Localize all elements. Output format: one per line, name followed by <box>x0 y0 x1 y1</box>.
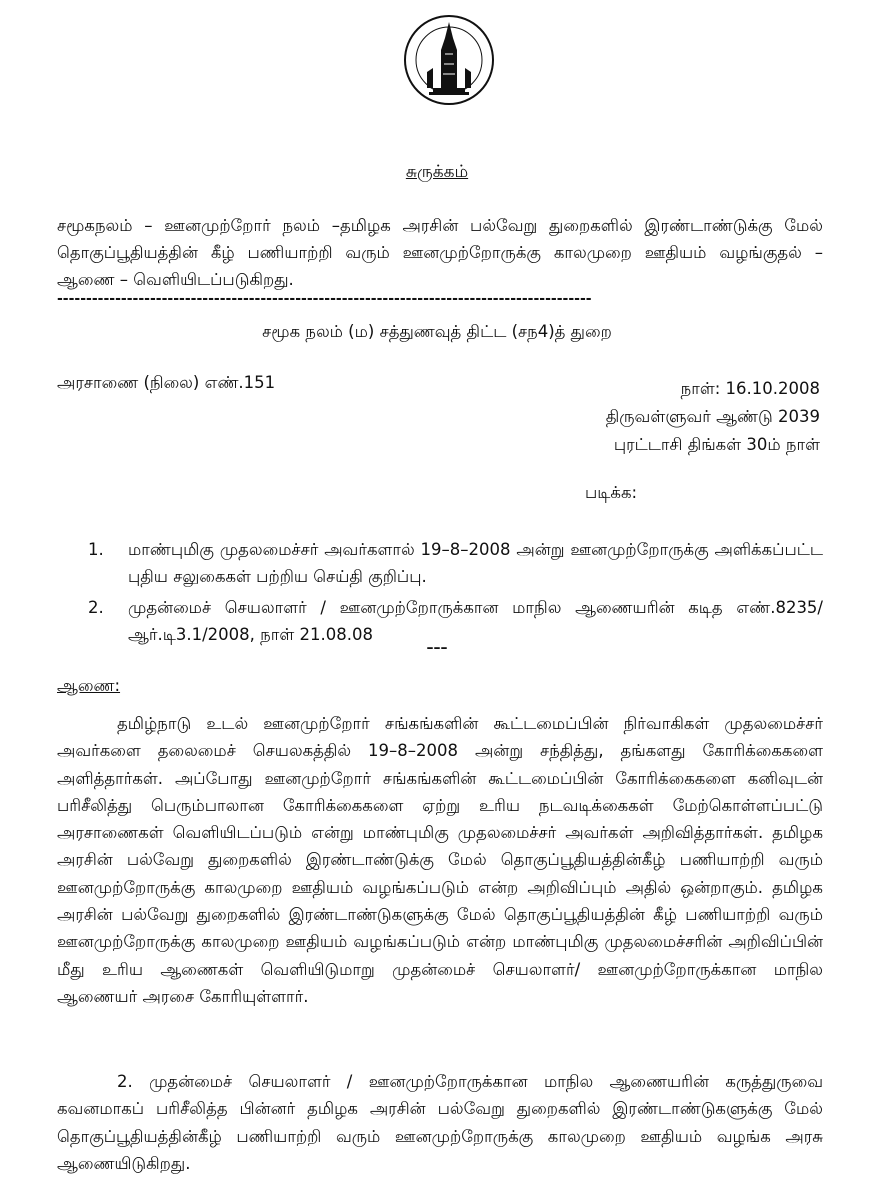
reference-number: 2. <box>88 598 104 617</box>
go-number: அரசாணை (நிலை) எண்.151 <box>57 373 276 392</box>
reference-number: 1. <box>88 540 104 559</box>
subject-text: சமூகநலம் – ஊனமுற்றோர் நலம் –தமிழக அரசின் பல்வேறு துறைகளில் இரண்டாண்டுக்கு மேல் தொகுப்பூதியத்தின் கீழ் பணியாற்றி வரும் ஊனமுற்றோருக்கு காலமுறை ஊதியம் வழங்குதல் – ஆணை – வெளியிடப்படுகிறது. <box>57 216 823 289</box>
reference-text: மாண்புமிகு முதலமைச்சர் அவர்களால் 19–8–2008 அன்று ஊனமுற்றோருக்கு அளிக்கப்பட்ட புதிய சலுகைகள் பற்றிய செய்தி குறிப்பு. <box>128 540 823 586</box>
department-name: சமூக நலம் (ம) சத்துணவுத் திட்ட (சந4)த் துறை <box>262 322 612 341</box>
order-paragraph-2: 2. முதன்மைச் செயலாளர் / ஊனமுற்றோருக்கான மாநில ஆணையரின் கருத்துருவை கவனமாகப் பரிசீலித்த பின்னர் தமிழக அரசின் பல்வேறு துறைகளில் இரண்டாண்டுகளுக்கு மேல் தொகுப்பூதியத்தின்கீழ் பணியாற்றி வரும் ஊனமுற்றோருக்கு காலமுறை ஊதியம் வழங்க அரசு ஆணையிடுகிறது. <box>57 1072 823 1173</box>
section-separator: ––– <box>426 640 448 656</box>
date-block <box>560 375 820 459</box>
tamil-nadu-emblem-icon <box>403 10 495 110</box>
reference-list <box>88 536 823 652</box>
thiruvalluvar-year: திருவள்ளுவர் ஆண்டு 2039 <box>605 407 820 426</box>
tamil-date: புரட்டாசி திங்கள் 30ம் நாள் <box>613 435 820 454</box>
reference-text: முதன்மைச் செயலாளர் / ஊனமுற்றோருக்கான மாநில ஆணையரின் கடித எண்.8235/ஆர்.டி3.1/2008, நாள் 21.08.08 <box>128 598 823 644</box>
order-paragraph-1: தமிழ்நாடு உடல் ஊனமுற்றோர் சங்கங்களின் கூட்டமைப்பின் நிர்வாகிகள் முதலமைச்சர் அவர்களை தலைமைச் செயலகத்தில் 19–8–2008 அன்று சந்தித்து, தங்களது கோரிக்கைகளை அளித்தார்கள். அப்போது ஊனமுற்றோர் சங்கங்களின் கூட்டமைப்பின் கோரிக்கைகளை கனிவுடன் பரிசீலித்து பெரும்பாலான கோரிக்கைகளை ஏற்று உரிய நடவடிக்கைகள் மேற்கொள்ளப்பட்டு அரசாணைகள் வெளியிடப்படும் என்று மாண்புமிகு முதலமைச்சர் அவர்கள் அறிவித்தார்கள். தமிழக அரசின் பல்வேறு துறைகளில் இரண்டாண்டுக்கு மேல் தொகுப்பூதியத்தின்கீழ் பணியாற்றி வரும் ஊனமுற்றோருக்கு காலமுறை ஊதியம் வழங்கப்படும் என்ற அறிவிப்பும் அதில் ஒன்றாகும். தமிழக அரசின் பல்வேறு துறைகளில் இரண்டாண்டுகளுக்கு மேல் தொகுப்பூதியத்தின் கீழ் பணியாற்றி வரும் ஊனமுற்றோருக்கு காலமுறை ஊதியம் வழங்கப்படும் என்ற மாண்புமிகு முதலமைச்சரின் அறிவிப்பின் மீது உரிய ஆணைகள் வெளியிடுமாறு முதன்மைச் செயலாளர்/ ஊனமுற்றோருக்கான மாநில ஆணையர் அரசை கோரியுள்ளார். <box>57 714 823 1006</box>
date-text: நாள்: 16.10.2008 <box>680 379 820 398</box>
list-item <box>88 536 823 590</box>
read-label: படிக்க: <box>585 483 638 502</box>
order-heading: ஆணை: <box>57 676 121 695</box>
page-title: சுருக்கம் <box>405 162 469 182</box>
divider-line: -------------------------------------------------------------------------------------------- <box>57 292 592 306</box>
